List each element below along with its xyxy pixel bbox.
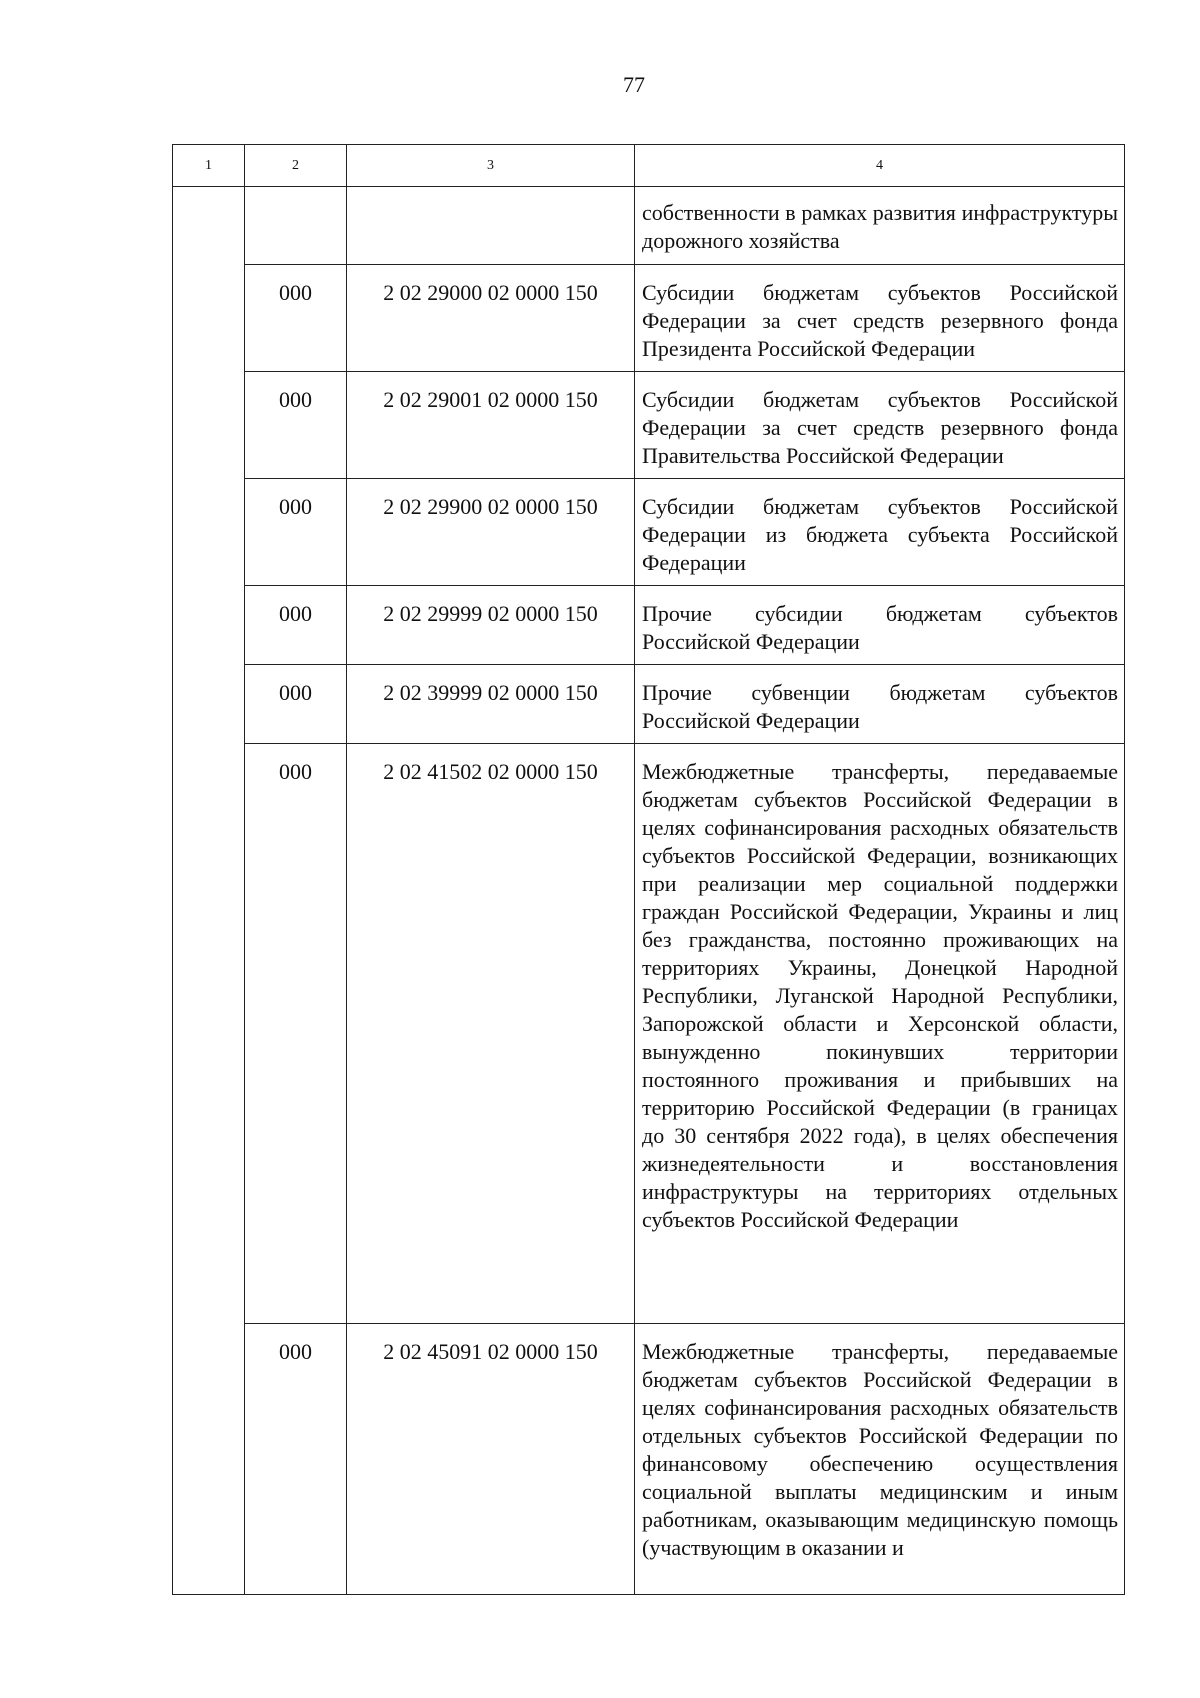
budget-code-cell: 2 02 29000 02 0000 150 (347, 265, 635, 372)
table-row (173, 665, 1125, 744)
table-row (173, 187, 1125, 265)
description-cell: собственности в рамках развития инфраструктуры дорожного хозяйства (635, 187, 1125, 265)
admin-code-cell (245, 187, 347, 265)
column-header-3: 3 (347, 145, 635, 187)
description-cell: Прочие субсидии бюджетам субъектов Российской Федерации (635, 586, 1125, 665)
admin-code-cell: 000 (245, 586, 347, 665)
budget-code-cell: 2 02 29900 02 0000 150 (347, 479, 635, 586)
admin-code-cell: 000 (245, 479, 347, 586)
column-header-1: 1 (173, 145, 245, 187)
description-cell: Межбюджетные трансферты, передаваемые бюджетам субъектов Российской Федерации в целях софинансирования расходных обязательств отдельных субъектов Российской Федерации по финансовому обеспечению осуществления социальной выплаты медицинским и иным работникам, оказывающим медицинскую помощь (участвующим в оказании и (635, 1324, 1125, 1595)
column-1-cell (173, 187, 245, 1595)
budget-codes-table (172, 144, 1125, 1595)
description-cell: Прочие субвенции бюджетам субъектов Российской Федерации (635, 665, 1125, 744)
budget-code-cell: 2 02 45091 02 0000 150 (347, 1324, 635, 1595)
description-cell: Субсидии бюджетам субъектов Российской Федерации за счет средств резервного фонда Президента Российской Федерации (635, 265, 1125, 372)
admin-code-cell: 000 (245, 1324, 347, 1595)
table-row (173, 1324, 1125, 1595)
table-header-row (173, 145, 1125, 187)
budget-code-cell: 2 02 29001 02 0000 150 (347, 372, 635, 479)
table-row (173, 479, 1125, 586)
budget-code-cell (347, 187, 635, 265)
budget-code-cell: 2 02 29999 02 0000 150 (347, 586, 635, 665)
admin-code-cell: 000 (245, 665, 347, 744)
table-row (173, 586, 1125, 665)
admin-code-cell: 000 (245, 265, 347, 372)
description-cell: Субсидии бюджетам субъектов Российской Федерации из бюджета субъекта Российской Федерации (635, 479, 1125, 586)
table-row (173, 265, 1125, 372)
description-cell: Межбюджетные трансферты, передаваемые бюджетам субъектов Российской Федерации в целях софинансирования расходных обязательств субъектов Российской Федерации, возникающих при реализации мер социальной поддержки граждан Российской Федерации, Украины и лиц без гражданства, постоянно проживающих на территориях Украины, Донецкой Народной Республики, Луганской Народной Республики, Запорожской области и Херсонской области, вынужденно покинувших территории постоянного проживания и прибывших на территорию Российской Федерации (в границах до 30 сентября 2022 года), в целях обеспечения жизнедеятельности и восстановления инфраструктуры на территориях отдельных субъектов Российской Федерации (635, 744, 1125, 1324)
column-header-4: 4 (635, 145, 1125, 187)
admin-code-cell: 000 (245, 372, 347, 479)
budget-code-cell: 2 02 39999 02 0000 150 (347, 665, 635, 744)
table-row (173, 744, 1125, 1324)
description-cell: Субсидии бюджетам субъектов Российской Федерации за счет средств резервного фонда Правительства Российской Федерации (635, 372, 1125, 479)
page-number: 77 (623, 72, 645, 97)
table-row (173, 372, 1125, 479)
column-header-2: 2 (245, 145, 347, 187)
budget-code-cell: 2 02 41502 02 0000 150 (347, 744, 635, 1324)
admin-code-cell: 000 (245, 744, 347, 1324)
